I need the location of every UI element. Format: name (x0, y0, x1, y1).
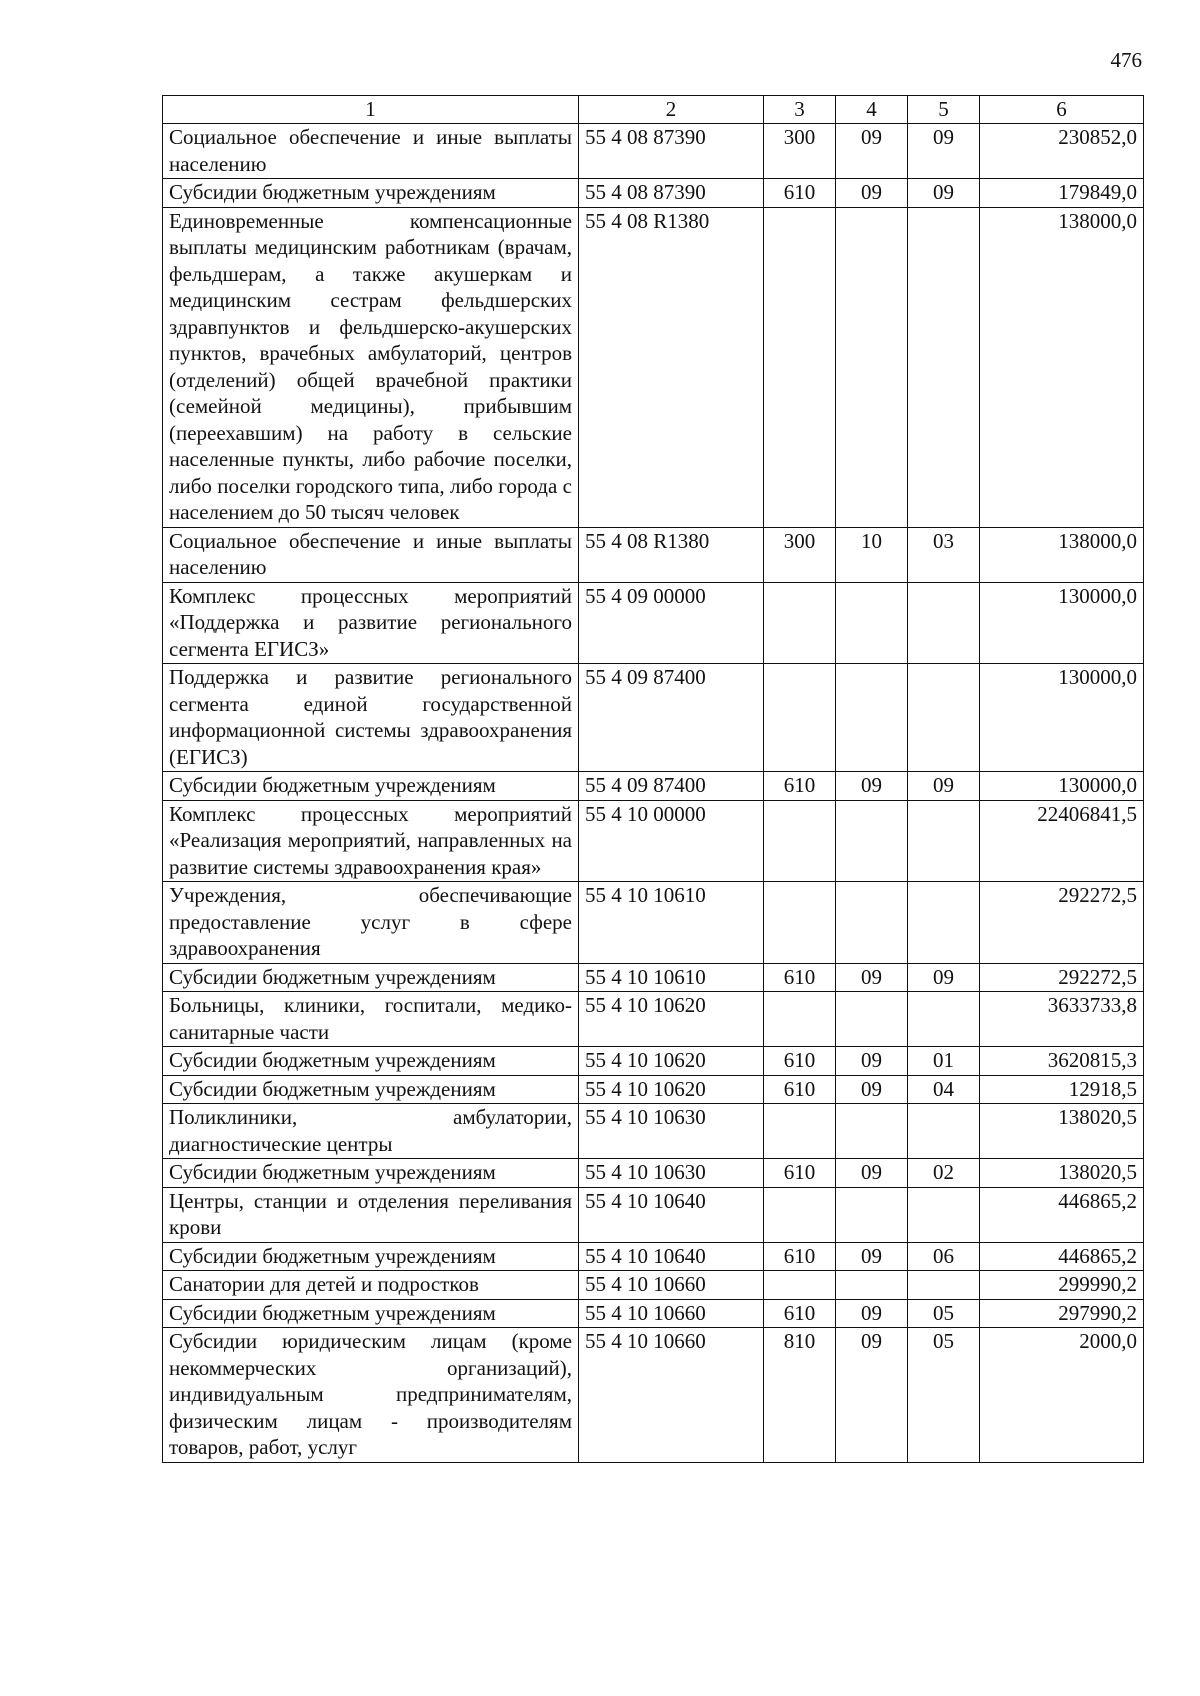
row-vr: 610 (764, 1159, 836, 1188)
row-code: 55 4 10 10630 (579, 1104, 764, 1159)
row-vr: 610 (764, 772, 836, 801)
row-name: Субсидии бюджетным учреждениям (163, 772, 579, 801)
row-rz (836, 207, 908, 527)
row-rz: 09 (836, 1075, 908, 1104)
row-code: 55 4 10 00000 (579, 800, 764, 882)
row-name: Санатории для детей и подростков (163, 1271, 579, 1300)
row-rz (836, 1271, 908, 1300)
row-amount: 130000,0 (980, 582, 1144, 664)
row-pr: 05 (908, 1299, 980, 1328)
row-code: 55 4 10 10640 (579, 1242, 764, 1271)
row-amount: 12918,5 (980, 1075, 1144, 1104)
table-row (163, 1242, 1144, 1271)
row-vr: 610 (764, 1299, 836, 1328)
row-rz: 09 (836, 1242, 908, 1271)
table-row (163, 582, 1144, 664)
row-amount: 138000,0 (980, 527, 1144, 582)
row-vr (764, 207, 836, 527)
row-vr: 300 (764, 527, 836, 582)
row-vr (764, 992, 836, 1047)
header-col-4: 4 (836, 96, 908, 124)
row-rz: 09 (836, 179, 908, 208)
row-amount: 3633733,8 (980, 992, 1144, 1047)
row-rz: 09 (836, 1047, 908, 1076)
row-name: Комплекс процессных мероприятий «Поддержка и развитие регионального сегмента ЕГИСЗ» (163, 582, 579, 664)
row-name: Субсидии бюджетным учреждениям (163, 1242, 579, 1271)
row-code: 55 4 10 10610 (579, 882, 764, 964)
row-pr: 03 (908, 527, 980, 582)
row-name: Субсидии юридическим лицам (кроме некоммерческих организаций), индивидуальным предпринимателям, физическим лицам - производителям товаров, работ, услуг (163, 1328, 579, 1463)
table-row (163, 179, 1144, 208)
header-col-6: 6 (980, 96, 1144, 124)
table-row (163, 664, 1144, 772)
budget-table (162, 95, 1144, 1463)
row-vr (764, 664, 836, 772)
header-col-1: 1 (163, 96, 579, 124)
row-vr (764, 882, 836, 964)
row-pr: 09 (908, 179, 980, 208)
row-rz: 09 (836, 772, 908, 801)
row-pr: 09 (908, 963, 980, 992)
row-amount: 130000,0 (980, 772, 1144, 801)
row-amount: 292272,5 (980, 963, 1144, 992)
row-amount: 138020,5 (980, 1159, 1144, 1188)
row-rz (836, 582, 908, 664)
row-name: Субсидии бюджетным учреждениям (163, 1159, 579, 1188)
row-vr (764, 800, 836, 882)
row-name: Субсидии бюджетным учреждениям (163, 1075, 579, 1104)
row-name: Поддержка и развитие регионального сегмента единой государственной информационной системы здравоохранения (ЕГИСЗ) (163, 664, 579, 772)
row-name: Комплекс процессных мероприятий «Реализация мероприятий, направленных на развитие системы здравоохранения края» (163, 800, 579, 882)
row-amount: 138000,0 (980, 207, 1144, 527)
page-number: 476 (1110, 48, 1142, 72)
row-name: Единовременные компенсационные выплаты медицинским работникам (врачам, фельдшерам, а также акушеркам и медицинским сестрам фельдшерских здравпунктов и фельдшерско-акушерских пунктов, врачебных амбулаторий, центров (отделений) общей врачебной практики (семейной медицины), прибывшим (переехавшим) на работу в сельские населенные пункты, либо рабочие поселки, либо поселки городского типа, либо города с населением до 50 тысяч человек (163, 207, 579, 527)
row-pr (908, 882, 980, 964)
row-rz: 09 (836, 1328, 908, 1463)
table-row (163, 124, 1144, 179)
row-rz: 10 (836, 527, 908, 582)
table-row (163, 1271, 1144, 1300)
row-name: Социальное обеспечение и иные выплаты населению (163, 124, 579, 179)
row-name: Субсидии бюджетным учреждениям (163, 963, 579, 992)
row-amount: 446865,2 (980, 1242, 1144, 1271)
row-code: 55 4 10 10630 (579, 1159, 764, 1188)
row-code: 55 4 10 10660 (579, 1271, 764, 1300)
row-name: Субсидии бюджетным учреждениям (163, 179, 579, 208)
row-code: 55 4 10 10640 (579, 1187, 764, 1242)
row-code: 55 4 08 R1380 (579, 207, 764, 527)
header-row (163, 96, 1144, 124)
table-row (163, 772, 1144, 801)
row-vr: 810 (764, 1328, 836, 1463)
row-code: 55 4 09 00000 (579, 582, 764, 664)
table-body (163, 124, 1144, 1463)
row-amount: 299990,2 (980, 1271, 1144, 1300)
table-row (163, 1328, 1144, 1463)
row-code: 55 4 08 R1380 (579, 527, 764, 582)
row-name: Субсидии бюджетным учреждениям (163, 1299, 579, 1328)
row-pr: 09 (908, 124, 980, 179)
header-col-3: 3 (764, 96, 836, 124)
row-rz (836, 1187, 908, 1242)
header-col-5: 5 (908, 96, 980, 124)
row-vr: 610 (764, 1242, 836, 1271)
row-vr (764, 1187, 836, 1242)
row-code: 55 4 10 10610 (579, 963, 764, 992)
row-name: Центры, станции и отделения переливания крови (163, 1187, 579, 1242)
table-row (163, 800, 1144, 882)
table-row (163, 1104, 1144, 1159)
row-amount: 22406841,5 (980, 800, 1144, 882)
row-pr (908, 1187, 980, 1242)
row-vr: 300 (764, 124, 836, 179)
table-row (163, 1299, 1144, 1328)
table-row (163, 527, 1144, 582)
row-amount: 297990,2 (980, 1299, 1144, 1328)
row-vr (764, 1104, 836, 1159)
row-amount: 179849,0 (980, 179, 1144, 208)
table-row (163, 1047, 1144, 1076)
table-row (163, 1075, 1144, 1104)
row-rz (836, 882, 908, 964)
row-rz (836, 664, 908, 772)
row-vr: 610 (764, 179, 836, 208)
row-name: Больницы, клиники, госпитали, медико-санитарные части (163, 992, 579, 1047)
row-name: Субсидии бюджетным учреждениям (163, 1047, 579, 1076)
row-amount: 446865,2 (980, 1187, 1144, 1242)
row-amount: 292272,5 (980, 882, 1144, 964)
row-pr (908, 1104, 980, 1159)
row-name: Социальное обеспечение и иные выплаты населению (163, 527, 579, 582)
row-pr: 05 (908, 1328, 980, 1463)
row-vr: 610 (764, 963, 836, 992)
row-vr (764, 1271, 836, 1300)
row-pr: 04 (908, 1075, 980, 1104)
row-code: 55 4 08 87390 (579, 124, 764, 179)
row-pr (908, 1271, 980, 1300)
row-rz (836, 800, 908, 882)
row-pr: 01 (908, 1047, 980, 1076)
row-code: 55 4 10 10620 (579, 1047, 764, 1076)
row-amount: 130000,0 (980, 664, 1144, 772)
row-vr: 610 (764, 1075, 836, 1104)
row-rz: 09 (836, 1159, 908, 1188)
row-rz: 09 (836, 1299, 908, 1328)
row-code: 55 4 08 87390 (579, 179, 764, 208)
row-name: Поликлиники, амбулатории, диагностические центры (163, 1104, 579, 1159)
row-amount: 2000,0 (980, 1328, 1144, 1463)
row-rz (836, 992, 908, 1047)
table-row (163, 882, 1144, 964)
table-row (163, 1159, 1144, 1188)
row-vr: 610 (764, 1047, 836, 1076)
row-pr (908, 664, 980, 772)
row-code: 55 4 10 10660 (579, 1299, 764, 1328)
row-pr: 09 (908, 772, 980, 801)
row-amount: 230852,0 (980, 124, 1144, 179)
table-row (163, 992, 1144, 1047)
row-rz: 09 (836, 124, 908, 179)
row-pr (908, 800, 980, 882)
row-code: 55 4 10 10620 (579, 992, 764, 1047)
row-amount: 3620815,3 (980, 1047, 1144, 1076)
row-rz: 09 (836, 963, 908, 992)
row-rz (836, 1104, 908, 1159)
row-name: Учреждения, обеспечивающие предоставление услуг в сфере здравоохранения (163, 882, 579, 964)
row-code: 55 4 09 87400 (579, 772, 764, 801)
row-pr (908, 992, 980, 1047)
table-row (163, 963, 1144, 992)
row-pr: 06 (908, 1242, 980, 1271)
row-pr: 02 (908, 1159, 980, 1188)
header-col-2: 2 (579, 96, 764, 124)
table-row (163, 1187, 1144, 1242)
row-code: 55 4 10 10620 (579, 1075, 764, 1104)
table-row (163, 207, 1144, 527)
row-code: 55 4 10 10660 (579, 1328, 764, 1463)
row-pr (908, 582, 980, 664)
row-vr (764, 582, 836, 664)
row-code: 55 4 09 87400 (579, 664, 764, 772)
row-pr (908, 207, 980, 527)
row-amount: 138020,5 (980, 1104, 1144, 1159)
